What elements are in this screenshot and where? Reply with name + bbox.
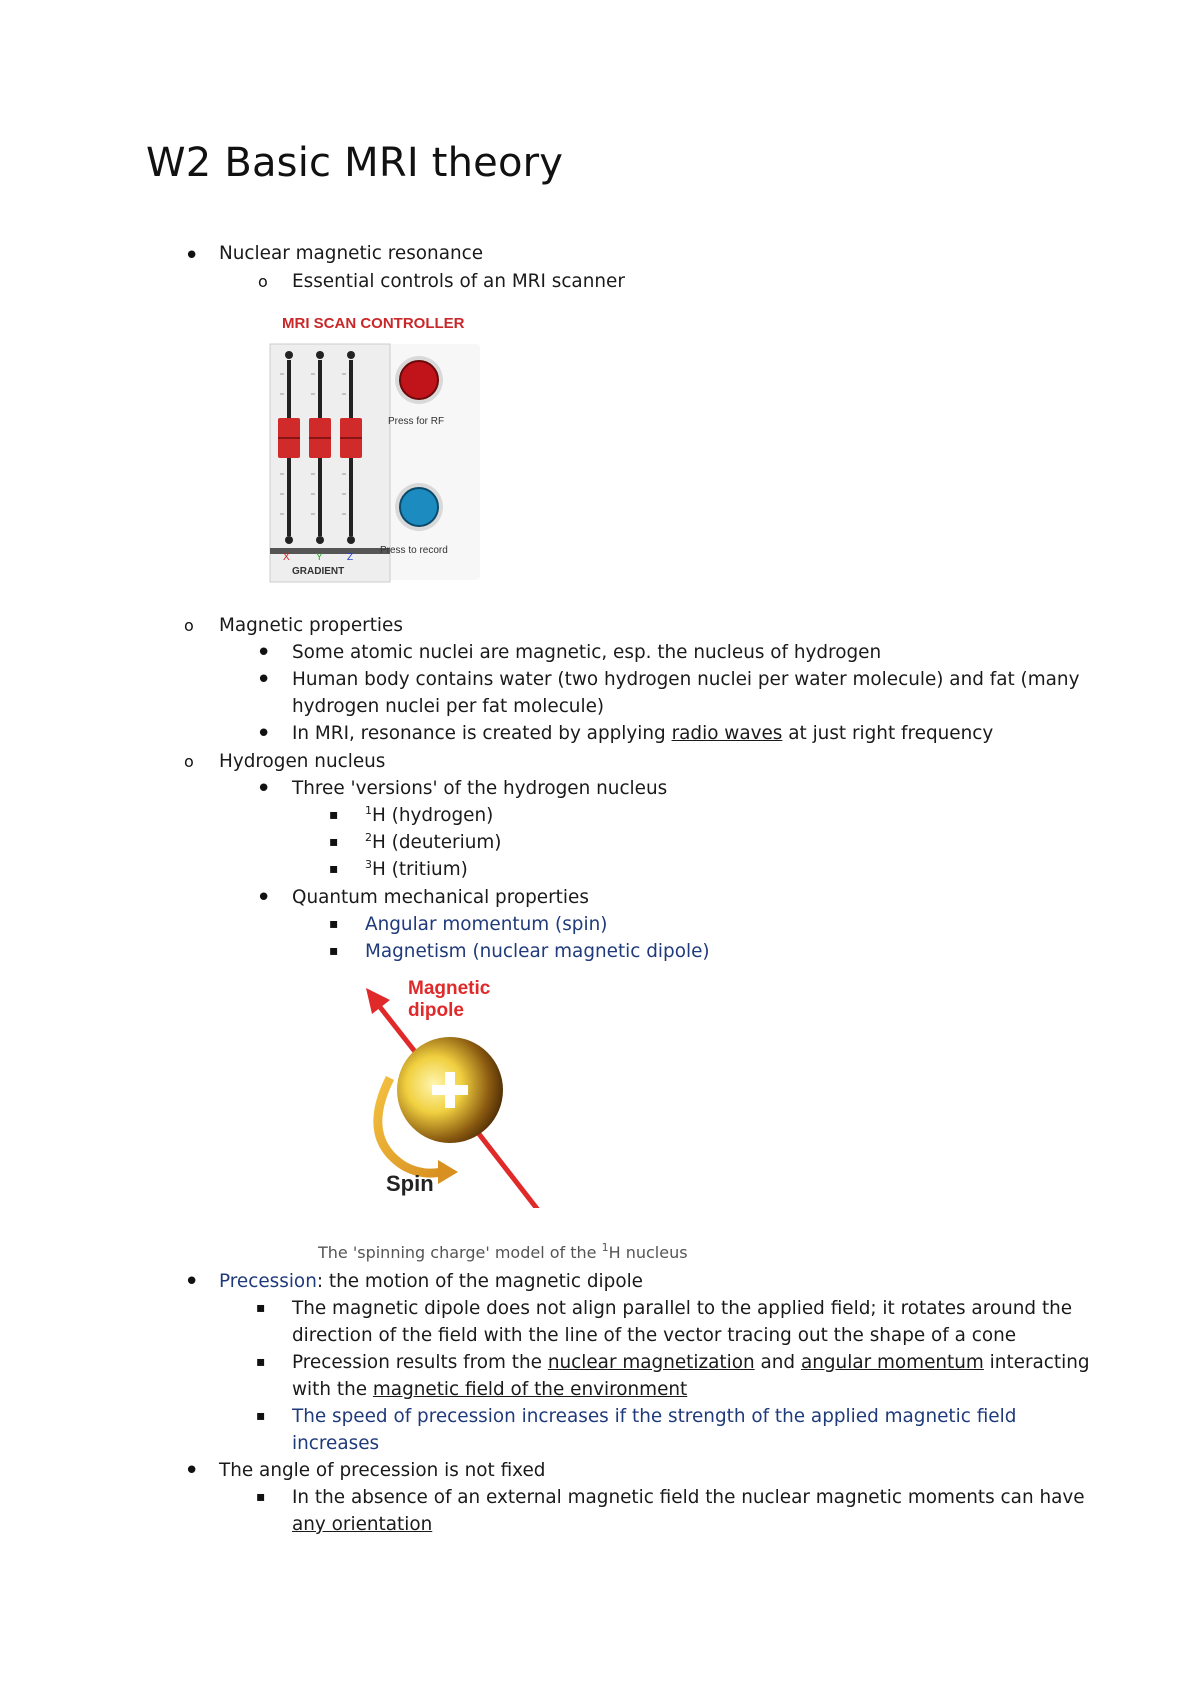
- list-item-tritium: $^3$H (tritium): [365, 858, 468, 880]
- mri-scan-controller-image: [256, 304, 506, 604]
- bullet-square: ▪: [329, 861, 339, 877]
- list-item-magnetic-properties: Magnetic properties: [219, 615, 403, 636]
- bullet-square: ▪: [256, 1408, 266, 1424]
- list-item-precession-speed: The speed of precession increases if the strength of the applied magnetic field increases: [292, 1406, 1017, 1454]
- list-item-any-orientation: In the absence of an external magnetic field the nuclear magnetic moments can have any orientation: [292, 1487, 1085, 1535]
- bullet-disc: •: [256, 883, 272, 913]
- list-item-precession-results: Precession results from the nuclear magnetization and angular momentum interacting with the magnetic field of the environment: [292, 1352, 1090, 1400]
- list-item-three-versions: Three 'versions' of the hydrogen nucleus: [292, 778, 668, 799]
- bullet-disc: •: [184, 1267, 200, 1297]
- gradient-label: GRADIENT: [292, 566, 345, 577]
- list-item-essential-controls: Essential controls of an MRI scanner: [292, 271, 625, 292]
- bullet-circle: o: [184, 752, 194, 771]
- dipole-arrow-head: [366, 988, 390, 1014]
- figure-caption: The 'spinning charge' model of the $^1$H nucleus: [318, 1241, 688, 1262]
- list-item-quantum-properties: Quantum mechanical properties: [292, 887, 589, 908]
- record-button: [400, 488, 438, 526]
- list-item-deuterium: $^2$H (deuterium): [365, 831, 502, 853]
- mri-controller-title: MRI SCAN CONTROLLER: [282, 315, 465, 332]
- list-item-angle-not-fixed: The angle of precession is not fixed: [219, 1460, 546, 1481]
- bullet-circle: o: [184, 616, 194, 635]
- bullet-square: ▪: [256, 1489, 266, 1505]
- radio-waves-link[interactable]: radio waves: [671, 723, 783, 744]
- bullet-disc: •: [184, 1456, 200, 1486]
- bullet-disc: •: [256, 719, 272, 749]
- list-item-human-body: Human body contains water (two hydrogen nuclei per water molecule) and fat (many hydrogen nuclei per fat molecule): [292, 669, 1080, 717]
- list-item-angular-momentum: Angular momentum (spin): [365, 914, 608, 935]
- bullet-disc: •: [184, 241, 200, 271]
- record-button-label: Press to record: [380, 545, 448, 556]
- list-item-precession: Precession: the motion of the magnetic dipole: [219, 1271, 643, 1292]
- dipole-label: Magnetic dipole: [408, 978, 491, 1021]
- rf-button: [400, 361, 438, 399]
- list-item-protium: $^1$H (hydrogen): [365, 804, 494, 826]
- bullet-square: ▪: [329, 916, 339, 932]
- bullet-square: ▪: [256, 1354, 266, 1370]
- bullet-square: ▪: [329, 943, 339, 959]
- spin-arrow-head: [438, 1160, 458, 1184]
- spinning-charge-image: [358, 978, 558, 1208]
- spin-label: Spin: [386, 1171, 434, 1196]
- list-item-atomic-nuclei: Some atomic nuclei are magnetic, esp. the nucleus of hydrogen: [292, 642, 882, 663]
- bullet-disc: •: [256, 638, 272, 668]
- bullet-disc: •: [256, 665, 272, 695]
- bullet-circle: o: [258, 272, 268, 291]
- axis-x-label: X: [283, 552, 290, 563]
- axis-y-label: Y: [316, 552, 323, 563]
- list-item-nmr: Nuclear magnetic resonance: [219, 243, 484, 264]
- axis-z-label: Z: [347, 552, 354, 563]
- bullet-square: ▪: [256, 1300, 266, 1316]
- list-item-magnetism: Magnetism (nuclear magnetic dipole): [365, 941, 710, 962]
- plus-sign-v: [445, 1072, 455, 1108]
- bullet-square: ▪: [329, 834, 339, 850]
- bullet-square: ▪: [329, 807, 339, 823]
- gradient-faders: [256, 304, 506, 604]
- bullet-disc: •: [256, 774, 272, 804]
- list-item-dipole-rotation: The magnetic dipole does not align parallel to the applied field; it rotates around the direction of the field with the line of the vector tracing out the shape of a cone: [292, 1298, 1073, 1346]
- list-item-resonance: In MRI, resonance is created by applying radio waves at just right frequency: [292, 723, 994, 744]
- list-item-hydrogen-nucleus: Hydrogen nucleus: [219, 751, 386, 772]
- page-title: W2 Basic MRI theory: [146, 140, 564, 186]
- rf-button-label: Press for RF: [388, 416, 445, 427]
